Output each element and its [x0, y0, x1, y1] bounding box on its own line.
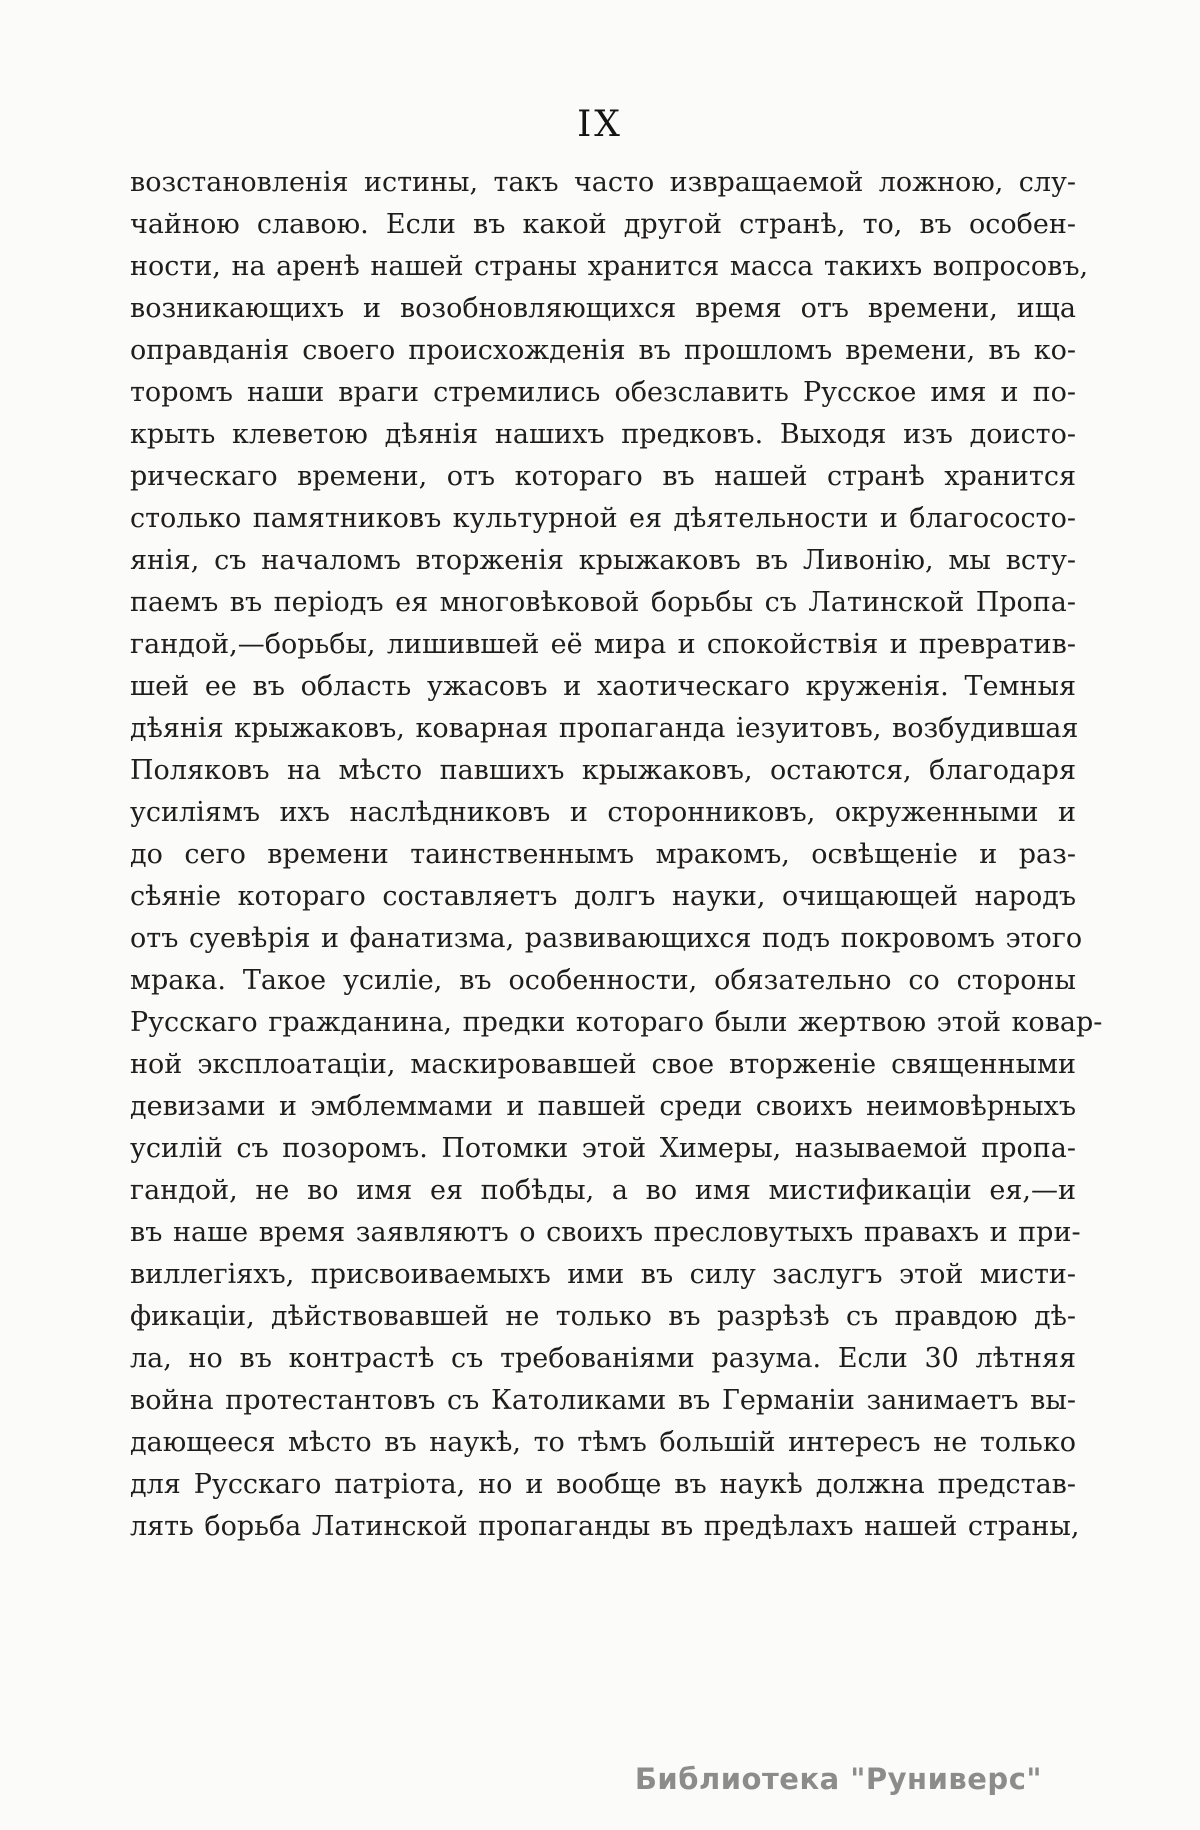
text-line: оправданія своего происхожденія въ прошломъ времени, въ ко- — [130, 335, 1076, 366]
text-line: рическаго времени, отъ котораго въ нашей странѣ хранится — [130, 461, 1076, 492]
library-watermark: Библиотека "Руниверс" — [634, 1762, 1042, 1796]
text-line: возникающихъ и возобновляющихся время отъ времени, ища — [130, 293, 1076, 324]
text-line: мрака. Такое усиліе, въ особенности, обязательно со стороны — [130, 965, 1076, 996]
text-line: паемъ въ періодъ ея многовѣковой борьбы съ Латинской Пропа- — [130, 587, 1076, 618]
text-line: девизами и эмблеммами и павшей среди своихъ неимовѣрныхъ — [130, 1091, 1076, 1122]
text-line: гандой, не во имя ея побѣды, а во имя мистификаціи ея,—и — [130, 1175, 1076, 1206]
text-line: ла, но въ контрастѣ съ требованіями разума. Если 30 лѣтняя — [130, 1343, 1076, 1374]
text-line: война протестантовъ съ Католиками въ Германіи занимаетъ вы- — [130, 1385, 1076, 1416]
text-line: Русскаго гражданина, предки котораго были жертвою этой ковар- — [130, 1007, 1103, 1038]
text-line: до сего времени таинственнымъ мракомъ, освѣщеніе и раз- — [130, 839, 1076, 870]
text-line: ной эксплоатаціи, маскировавшей свое вторженіе священными — [130, 1049, 1076, 1080]
text-line: чайною славою. Если въ какой другой странѣ, то, въ особен- — [130, 209, 1076, 240]
text-line: янія, съ началомъ вторженія крыжаковъ въ Ливонію, мы всту- — [130, 545, 1076, 576]
text-line: Поляковъ на мѣсто павшихъ крыжаковъ, остаются, благодаря — [130, 755, 1076, 786]
page-number-heading: IX — [577, 104, 623, 145]
text-line: шей ее въ область ужасовъ и хаотическаго круженія. Темныя — [130, 671, 1076, 702]
text-line: крыть клеветою дѣянія нашихъ предковъ. Выходя изъ доисто- — [130, 419, 1076, 450]
text-line: дающееся мѣсто въ наукѣ, то тѣмъ большій интересъ не только — [130, 1427, 1076, 1458]
text-line: возстановленія истины, такъ часто извращаемой ложною, слу- — [130, 167, 1076, 198]
text-line: сѣяніе котораго составляетъ долгъ науки, очищающей народъ — [130, 881, 1076, 912]
text-line: дѣянія крыжаковъ, коварная пропаганда іезуитовъ, возбудившая — [130, 713, 1079, 744]
text-line: лять борьба Латинской пропаганды въ предѣлахъ нашей страны, — [130, 1511, 1080, 1542]
text-line: гандой,—борьбы, лишившей её мира и спокойствія и превратив- — [130, 629, 1076, 660]
text-line: ности, на аренѣ нашей страны хранится масса такихъ вопросовъ, — [130, 251, 1089, 282]
text-line: торомъ наши враги стремились обезславить Русское имя и по- — [130, 377, 1076, 408]
text-line: усилій съ позоромъ. Потомки этой Химеры, называемой пропа- — [130, 1133, 1076, 1164]
text-line: для Русскаго патріота, но и вообще въ наукѣ должна представ- — [130, 1469, 1076, 1500]
body-text-block — [130, 162, 1103, 1548]
text-line: фикаціи, дѣйствовавшей не только въ разрѣзѣ съ правдою дѣ- — [130, 1301, 1076, 1332]
text-line: въ наше время заявляютъ о своихъ пресловутыхъ правахъ и при- — [130, 1217, 1081, 1248]
text-line: столько памятниковъ культурной ея дѣятельности и благососто- — [130, 503, 1076, 534]
text-line: усиліямъ ихъ наслѣдниковъ и сторонниковъ, окруженными и — [130, 797, 1076, 828]
text-line: отъ суевѣрія и фанатизма, развивающихся подъ покровомъ этого — [130, 923, 1083, 954]
text-line: виллегіяхъ, присвоиваемыхъ ими въ силу заслугъ этой мисти- — [130, 1259, 1076, 1290]
